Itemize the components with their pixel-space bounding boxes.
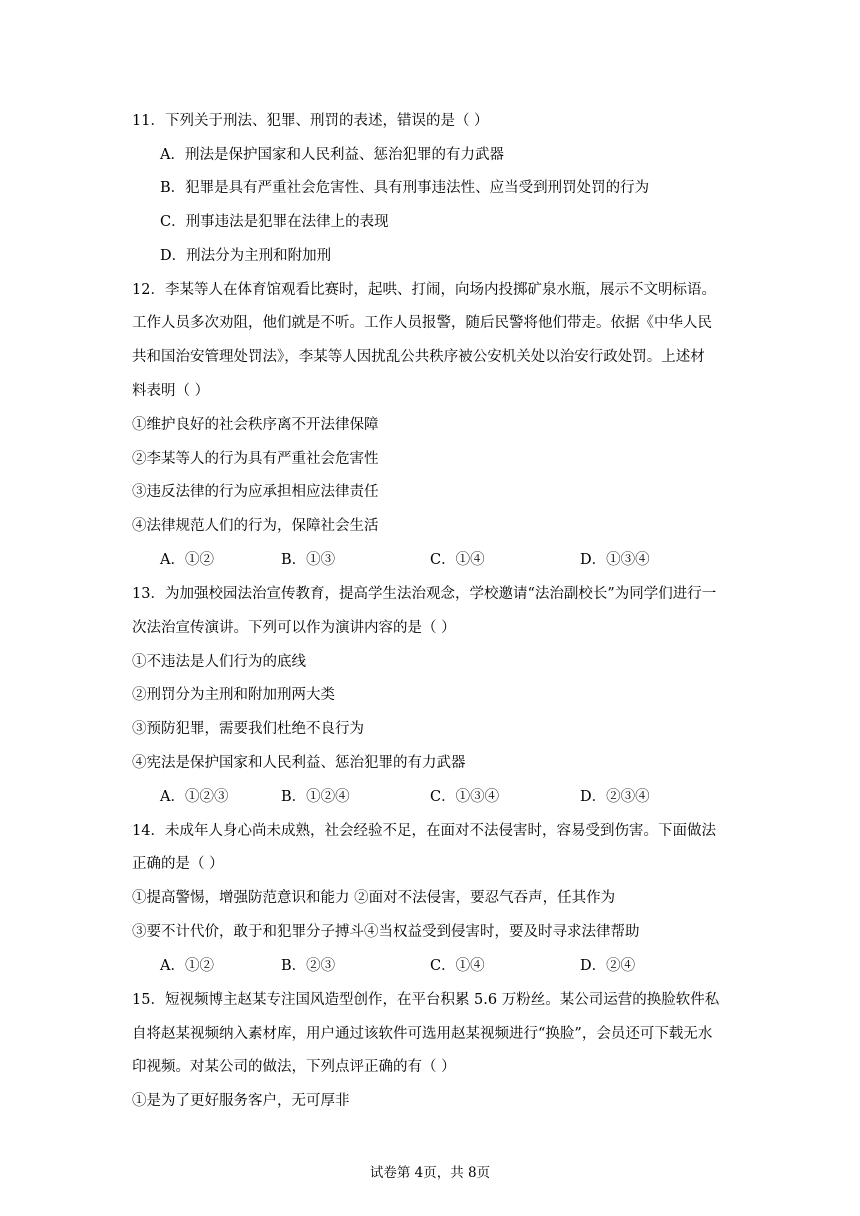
page-footer: 试卷第 4页，共 8页 xyxy=(369,1165,491,1181)
q13-choice-d: D．②③④ xyxy=(580,789,650,805)
q11-stem: 11．下列关于刑法、犯罪、刑罚的表述，错误的是（ ） xyxy=(132,113,489,129)
q12-item-1: ①维护良好的社会秩序离不开法律保障 xyxy=(132,417,379,433)
q13-item-3: ③预防犯罪，需要我们杜绝不良行为 xyxy=(132,721,364,737)
q15-stem-line-1: 15．短视频博主赵某专注国风造型创作，在平台积累 5.6 万粉丝。某公司运营的换脸软件私 xyxy=(132,992,720,1008)
q14-choice-a: A．①② xyxy=(160,958,214,974)
q13-item-2: ②刑罚分为主刑和附加刑两大类 xyxy=(132,687,335,703)
q11-option-a: A．刑法是保护国家和人民利益、惩治犯罪的有力武器 xyxy=(160,147,504,163)
q12-choice-b: B．①③ xyxy=(281,552,336,568)
q12-choice-d: D．①③④ xyxy=(580,552,650,568)
q15-stem-line-2: 自将赵某视频纳入素材库，用户通过该软件可选用赵某视频进行“换脸”，会员还可下载无水 xyxy=(132,1026,713,1042)
q14-choice-b: B．②③ xyxy=(281,958,336,974)
q12-choice-c: C．①④ xyxy=(430,552,485,568)
q15-stem-line-3: 印视频。对某公司的做法，下列点评正确的有（ ） xyxy=(132,1059,456,1075)
q11-option-d: D．刑法分为主刑和附加刑 xyxy=(160,248,332,264)
q12-item-4: ④法律规范人们的行为，保障社会生活 xyxy=(132,518,379,534)
q14-item-line-1: ①提高警惕，增强防范意识和能力 ②面对不法侵害，要忍气吞声，任其作为 xyxy=(132,890,616,906)
q15-item-1: ①是为了更好服务客户，无可厚非 xyxy=(132,1093,350,1109)
q11-option-b: B．犯罪是具有严重社会危害性、具有刑事违法性、应当受到刑罚处罚的行为 xyxy=(160,180,650,196)
q14-stem-line-1: 14．未成年人身心尚未成熟，社会经验不足，在面对不法侵害时，容易受到伤害。下面做法 xyxy=(132,823,716,839)
q12-item-3: ③违反法律的行为应承担相应法律责任 xyxy=(132,484,379,500)
q13-stem-line-1: 13．为加强校园法治宣传教育，提高学生法治观念，学校邀请“法治副校长”为同学们进行一 xyxy=(132,586,717,602)
q12-item-2: ②李某等人的行为具有严重社会危害性 xyxy=(132,451,379,467)
q13-choice-c: C．①③④ xyxy=(430,789,500,805)
q12-stem-line-1: 12．李某等人在体育馆观看比赛时，起哄、打闹，向场内投掷矿泉水瓶，展示不文明标语。 xyxy=(132,282,716,298)
q13-choice-a: A．①②③ xyxy=(160,789,229,805)
q13-item-1: ①不违法是人们行为的底线 xyxy=(132,654,306,670)
q12-stem-line-2: 工作人员多次劝阻，他们就是不听。工作人员报警，随后民警将他们带走。依据《中华人民 xyxy=(132,315,712,331)
q12-choice-a: A．①② xyxy=(160,552,214,568)
q11-option-c: C．刑事违法是犯罪在法律上的表现 xyxy=(160,214,389,230)
q14-choice-c: C．①④ xyxy=(430,958,485,974)
q14-item-line-2: ③要不计代价，敢于和犯罪分子搏斗④当权益受到侵害时，要及时寻求法律帮助 xyxy=(132,924,640,940)
q12-stem-line-3: 共和国治安管理处罚法》，李某等人因扰乱公共秩序被公安机关处以治安行政处罚。上述材 xyxy=(132,349,705,365)
q13-stem-line-2: 次法治宣传演讲。下列可以作为演讲内容的是（ ） xyxy=(132,620,456,636)
q14-stem-line-2: 正确的是（ ） xyxy=(132,856,224,872)
q13-choice-b: B．①②④ xyxy=(281,789,350,805)
q12-stem-line-4: 料表明（ ） xyxy=(132,383,210,399)
q14-choice-d: D．②④ xyxy=(580,958,636,974)
q13-item-4: ④宪法是保护国家和人民利益、惩治犯罪的有力武器 xyxy=(132,755,466,771)
